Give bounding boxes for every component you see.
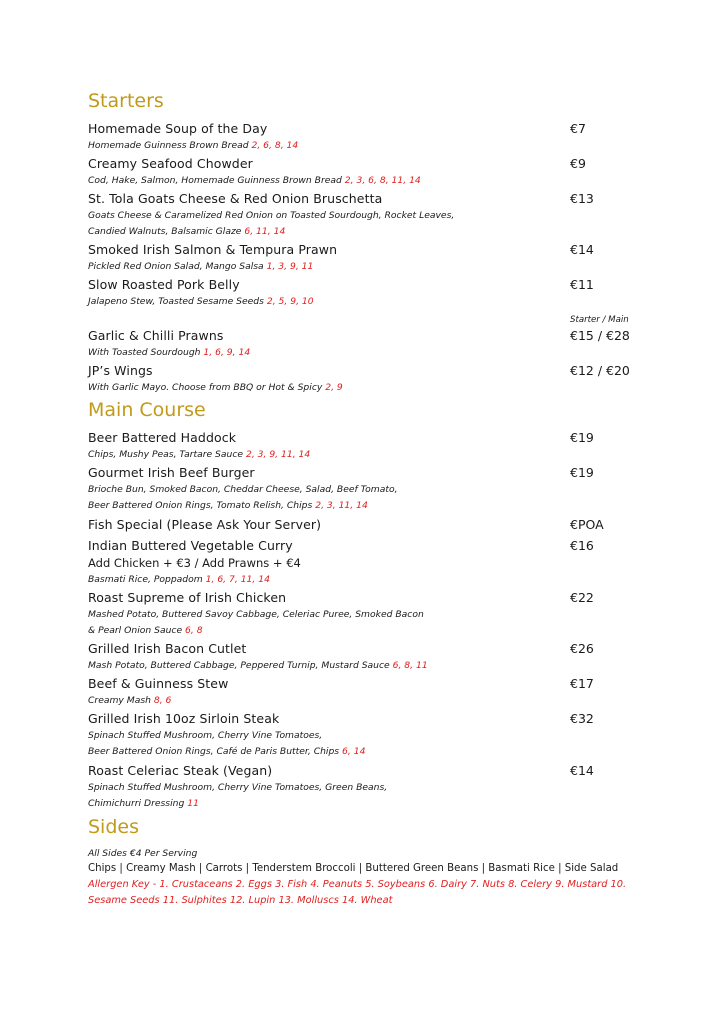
item-description (88, 728, 568, 744)
allergen-codes: 2, 3, 6, 8, 11, 14 (344, 175, 421, 186)
item-description (88, 447, 568, 463)
item-price: €9 (570, 156, 586, 171)
item-desc-text: Spinach Stuffed Mushroom, Cherry Vine Tomatoes, Green Beans, (88, 782, 388, 793)
item-name: Garlic & Chilli Prawns (88, 328, 224, 343)
item-add-on: Add Chicken + €3 / Add Prawns + €4 (88, 556, 301, 570)
item-name: Grilled Irish 10oz Sirloin Steak (88, 711, 280, 726)
allergen-codes: 6, 8, 11 (392, 660, 428, 671)
item-name: Homemade Soup of the Day (88, 121, 268, 136)
item-desc-text: Brioche Bun, Smoked Bacon, Cheddar Cheese, Salad, Beef Tomato, (88, 484, 398, 495)
item-price: €19 (570, 430, 594, 445)
item-name: Creamy Seafood Chowder (88, 156, 253, 171)
menu-item (88, 762, 648, 812)
sides-price-note: All Sides €4 Per Serving (88, 848, 198, 859)
item-description (88, 693, 568, 709)
item-description (88, 173, 568, 189)
item-desc-text: Mashed Potato, Buttered Savoy Cabbage, Celeriac Puree, Smoked Bacon (88, 609, 424, 620)
item-desc-text: & Pearl Onion Sauce (88, 625, 183, 636)
item-price: €13 (570, 191, 594, 206)
item-price: €26 (570, 641, 594, 656)
item-name: Gourmet Irish Beef Burger (88, 465, 255, 480)
menu-item (88, 429, 648, 463)
item-desc-text: Cod, Hake, Salmon, Homemade Guinness Brown Bread (88, 175, 342, 186)
section-title-main-course: Main Course (88, 399, 206, 421)
menu-item (88, 675, 648, 709)
menu-item (88, 464, 648, 514)
menu-item (88, 327, 648, 361)
allergen-codes: 1, 3, 9, 11 (266, 261, 314, 272)
item-description (88, 607, 568, 623)
item-name: Beer Battered Haddock (88, 430, 237, 445)
item-description (88, 572, 568, 588)
item-price: €POA (570, 517, 604, 532)
item-price: €22 (570, 590, 594, 605)
item-name: Slow Roasted Pork Belly (88, 277, 240, 292)
item-price: €7 (570, 121, 586, 136)
sides-list: Chips | Creamy Mash | Carrots | Tenderstem Broccoli | Buttered Green Beans | Basmati Rice | Side Salad (88, 863, 619, 874)
item-name: Grilled Irish Bacon Cutlet (88, 641, 247, 656)
item-description (88, 780, 568, 796)
menu-item (88, 190, 648, 240)
item-price: €19 (570, 465, 594, 480)
item-price: €14 (570, 763, 594, 778)
item-description (88, 482, 568, 498)
item-desc-text: With Toasted Sourdough (88, 347, 201, 358)
item-description-line2 (88, 796, 568, 812)
item-description (88, 294, 568, 310)
allergen-codes: 2, 3, 9, 11, 14 (245, 449, 311, 460)
item-desc-text: Chimichurri Dressing (88, 798, 185, 809)
item-description (88, 380, 568, 396)
item-desc-text: Beer Battered Onion Rings, Tomato Relish, Chips (88, 500, 313, 511)
item-price: €11 (570, 277, 594, 292)
item-desc-text: Mash Potato, Buttered Cabbage, Peppered Turnip, Mustard Sauce (88, 660, 390, 671)
item-description (88, 208, 568, 224)
allergen-codes: 6, 14 (342, 746, 366, 757)
item-desc-text: Candied Walnuts, Balsamic Glaze (88, 226, 242, 237)
allergen-codes: 6, 8 (185, 625, 203, 636)
item-description-line2 (88, 623, 568, 639)
allergen-codes: 1, 6, 7, 11, 14 (205, 574, 270, 585)
allergen-codes: 6, 11, 14 (244, 226, 286, 237)
item-description-line2 (88, 744, 568, 760)
allergen-codes: 8, 6 (153, 695, 172, 706)
allergen-codes: 2, 9 (325, 382, 343, 393)
item-description (88, 138, 568, 154)
item-price: €15 / €28 (570, 328, 630, 343)
allergen-codes: 2, 3, 11, 14 (315, 500, 368, 511)
item-desc-text: Beer Battered Onion Rings, Café de Paris Butter, Chips (88, 746, 340, 757)
item-description-line2 (88, 224, 568, 240)
menu-item (88, 276, 648, 310)
menu-item (88, 241, 648, 275)
item-price: €17 (570, 676, 594, 691)
item-name: Beef & Guinness Stew (88, 676, 229, 691)
item-description (88, 259, 568, 275)
menu-item (88, 516, 648, 534)
item-desc-text: Jalapeno Stew, Toasted Sesame Seeds (88, 296, 264, 307)
item-name: Fish Special (Please Ask Your Server) (88, 517, 322, 532)
item-desc-text: Homemade Guinness Brown Bread (88, 140, 249, 151)
item-description (88, 345, 568, 361)
item-desc-text: Pickled Red Onion Salad, Mango Salsa (88, 261, 264, 272)
item-name: Indian Buttered Vegetable Curry (88, 538, 293, 553)
allergen-codes: 1, 6, 9, 14 (203, 347, 251, 358)
item-price: €16 (570, 538, 594, 553)
item-desc-text: Chips, Mushy Peas, Tartare Sauce (88, 449, 244, 460)
item-desc-text: Spinach Stuffed Mushroom, Cherry Vine Tomatoes, (88, 730, 323, 741)
item-name: Roast Supreme of Irish Chicken (88, 590, 287, 605)
menu-item (88, 120, 648, 154)
item-name: St. Tola Goats Cheese & Red Onion Bruschetta (88, 191, 383, 206)
menu-item (88, 589, 648, 639)
allergen-codes: 2, 6, 8, 14 (251, 140, 299, 151)
menu-item (88, 362, 648, 396)
item-name: Smoked Irish Salmon & Tempura Prawn (88, 242, 338, 257)
item-description (88, 658, 568, 674)
menu-item (88, 155, 648, 189)
menu-page (88, 88, 648, 909)
allergen-codes: 2, 5, 9, 10 (266, 296, 314, 307)
allergen-codes: 11 (187, 798, 199, 809)
item-price: €32 (570, 711, 594, 726)
menu-item (88, 640, 648, 674)
item-price: €12 / €20 (570, 363, 630, 378)
size-note: Starter / Main (570, 315, 629, 325)
section-title-starters: Starters (88, 90, 164, 112)
item-desc-text: Goats Cheese & Caramelized Red Onion on Toasted Sourdough, Rocket Leaves, (88, 210, 455, 221)
item-desc-text: Creamy Mash (88, 695, 151, 706)
item-desc-text: With Garlic Mayo. Choose from BBQ or Hot & Spicy (88, 382, 323, 393)
item-price: €14 (570, 242, 594, 257)
section-title-sides: Sides (88, 816, 139, 838)
item-name: Roast Celeriac Steak (Vegan) (88, 763, 273, 778)
item-name: JP’s Wings (88, 363, 153, 378)
menu-item (88, 710, 648, 760)
allergen-key: Allergen Key - 1. Crustaceans 2. Eggs 3. Fish 4. Peanuts 5. Soybeans 6. Dairy 7. Nuts 8. Celery 9. Mustard 10. Sesame Seeds 11. Sulphites 12. Lupin 13. Molluscs 14. Wheat (88, 879, 627, 906)
item-description-line2 (88, 498, 568, 514)
menu-item (88, 537, 648, 588)
item-desc-text: Basmati Rice, Poppadom (88, 574, 203, 585)
